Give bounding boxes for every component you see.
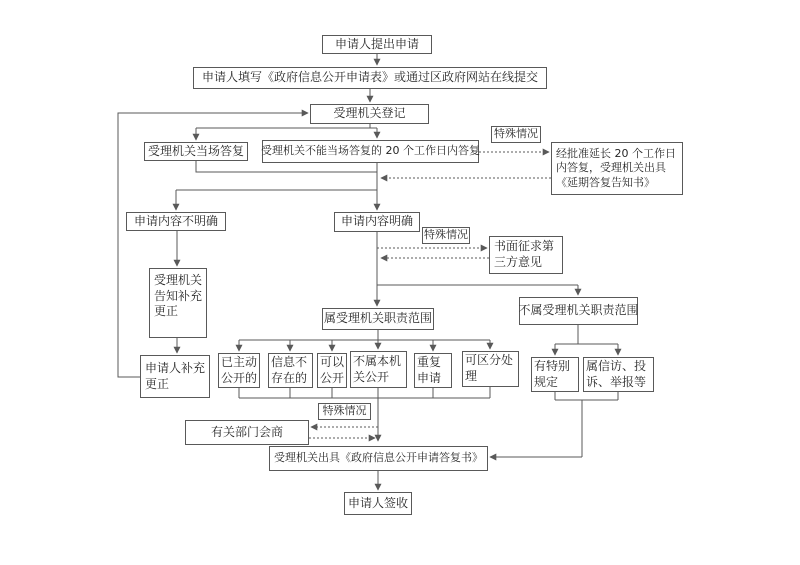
node-content-clear: 申请内容明确 bbox=[334, 212, 420, 232]
node-sign-receipt: 申请人签收 bbox=[344, 492, 412, 515]
node-not-onspot-reply: 受理机关不能当场答复的 20 个工作日内答复 bbox=[262, 140, 479, 163]
node-fill-form: 申请人填写《政府信息公开申请表》或通过区政府网站在线提交 bbox=[193, 67, 547, 89]
node-special-case-3: 特殊情况 bbox=[318, 403, 371, 420]
node-reply-document: 受理机关出具《政府信息公开申请答复书》 bbox=[269, 446, 488, 471]
dashed-connectors bbox=[309, 152, 551, 438]
node-out-of-scope: 不属受理机关职责范围 bbox=[519, 297, 638, 325]
node-extend-reply: 经批准延长 20 个工作日内答复，受理机关出具《延期答复告知书》 bbox=[551, 142, 683, 195]
node-apply: 申请人提出申请 bbox=[322, 35, 432, 54]
node-content-unclear: 申请内容不明确 bbox=[126, 212, 226, 231]
node-dept-consult: 有关部门会商 bbox=[185, 420, 309, 445]
node-third-party-opinion: 书面征求第三方意见 bbox=[489, 236, 563, 274]
node-already-public: 已主动公开的 bbox=[218, 353, 260, 388]
node-not-this-org: 不属本机关公开 bbox=[350, 351, 407, 388]
node-applicant-supplement: 申请人补充更正 bbox=[140, 355, 210, 398]
node-register: 受理机关登记 bbox=[310, 104, 429, 124]
node-onspot-reply: 受理机关当场答复 bbox=[144, 142, 248, 161]
node-can-public: 可以公开 bbox=[317, 353, 347, 388]
node-petition-complaint: 属信访、投诉、举报等 bbox=[583, 357, 654, 392]
node-special-rule: 有特别规定 bbox=[531, 357, 579, 392]
node-info-not-exist: 信息不存在的 bbox=[268, 353, 313, 388]
node-special-case-1: 特殊情况 bbox=[491, 126, 541, 143]
node-notify-supplement: 受理机关告知补充更正 bbox=[149, 268, 207, 338]
node-separable: 可区分处理 bbox=[462, 351, 519, 387]
node-repeat-apply: 重复申请 bbox=[414, 353, 452, 388]
node-in-scope: 属受理机关职责范围 bbox=[322, 308, 434, 330]
node-special-case-2: 特殊情况 bbox=[422, 227, 470, 244]
